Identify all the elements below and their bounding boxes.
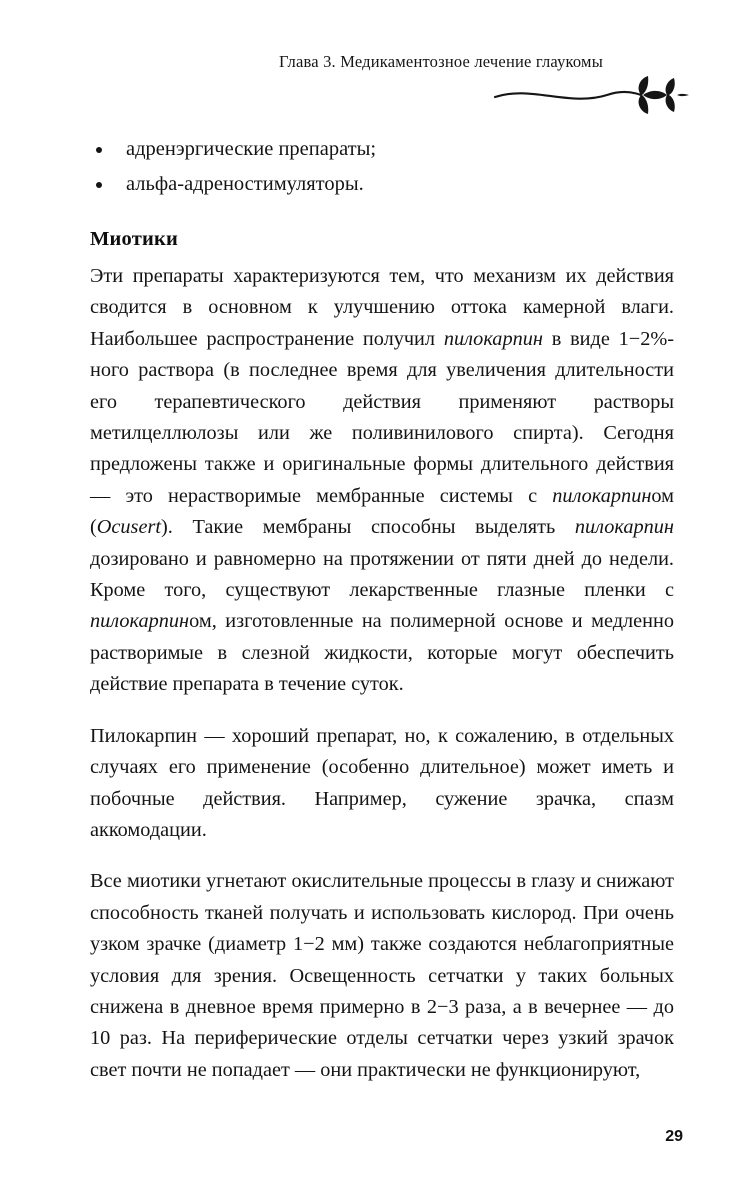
leaf-flourish-ornament [491, 74, 691, 114]
paragraph-3-text: Все миотики угнетают окислительные процессы в глазу и снижают способность тканей получать и использовать кислород. При очень узком зрачке (диаметр 1−2 мм) также создаются неблагоприятные условия для зрения. Освещенность сетчатки у таких больных снижена в дневное время примерно в 2−3 раза, а в вечернее — до 10 раз. На периферические отделы сетчатки через узкий зрачок свет почти не попадает — они практически не функционируют, [90, 870, 674, 1081]
list-item [90, 132, 674, 167]
italic-term: пилокарпин [443, 327, 543, 350]
paragraph-2 [90, 721, 674, 847]
running-head [90, 52, 683, 112]
italic-term: пилокарпин [574, 516, 674, 539]
list-item-label: альфа-адреностимуляторы. [126, 173, 364, 195]
bullet-dot-icon [96, 147, 102, 153]
running-head-title: Глава 3. Медикаментозное лечение глаукомы [279, 52, 603, 71]
list-item [90, 167, 674, 202]
paragraph-1 [90, 261, 674, 701]
list-item-label: адренэргические препараты; [126, 138, 377, 160]
italic-term: пилокарпин [552, 484, 652, 507]
bullet-dot-icon [96, 182, 102, 188]
page-number: 29 [665, 1128, 683, 1145]
italic-term: пилокарпин [90, 610, 190, 633]
italic-term: Ocusert [96, 516, 161, 539]
page-content [90, 132, 674, 1086]
bullet-list [90, 132, 674, 202]
paragraph-1-text: Эти препараты характеризуются тем, что механизм их действия сводится в основном к улучшению оттока камерной влаги. Наибольшее распространение получил пилокарпин в виде 1−2%-ного раствора (в последнее время для увеличения длительности его терапевтического действия применяют растворы метилцеллюлозы или же поливинилового спирта). Сегодня предложены также и оригинальные формы длительного действия — это нерастворимые мембранные системы с пилокарпином (Ocusert). Такие мембраны способны выделять пилокарпин дозировано и равномерно на протяжении от пяти дней до недели. Кроме того, существуют лекарственные глазные пленки с пилокарпином, изготовленные на полимерной основе и медленно растворимые в слезной жидкости, которые могут обеспечить действие препарата в течение суток. [90, 265, 674, 696]
paragraph-2-text: Пилокарпин — хороший препарат, но, к сожалению, в отдельных случаях его применение (особенно длительное) может иметь и побочные действия. Например, сужение зрачка, спазм аккомодации. [90, 724, 674, 841]
section-heading: Миотики [90, 228, 179, 250]
paragraph-3 [90, 866, 674, 1086]
